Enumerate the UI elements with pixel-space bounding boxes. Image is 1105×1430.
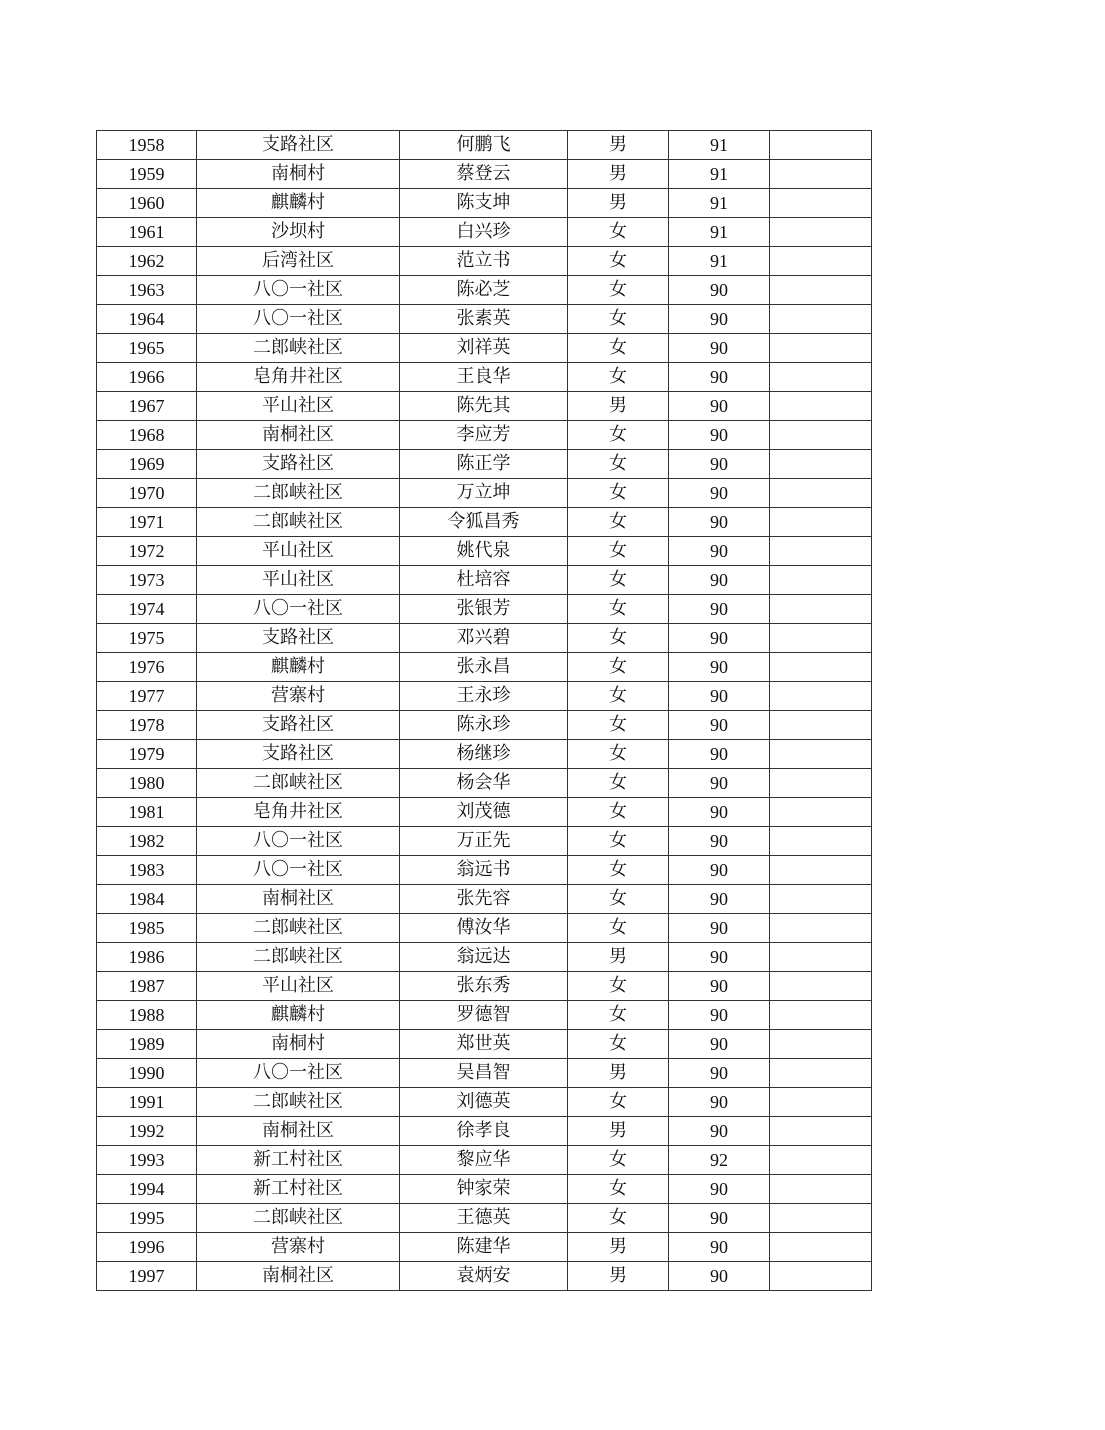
cell-serial-number: 1995 [97, 1204, 197, 1233]
cell-gender: 男 [568, 943, 669, 972]
cell-note [770, 392, 872, 421]
table-row [97, 798, 872, 827]
cell-age: 90 [669, 682, 770, 711]
cell-age: 90 [669, 334, 770, 363]
cell-name: 姚代泉 [400, 537, 568, 566]
cell-note [770, 653, 872, 682]
table-row [97, 1030, 872, 1059]
cell-gender: 女 [568, 740, 669, 769]
cell-age: 90 [669, 305, 770, 334]
cell-serial-number: 1963 [97, 276, 197, 305]
cell-note [770, 769, 872, 798]
table-row [97, 1117, 872, 1146]
cell-name: 陈永珍 [400, 711, 568, 740]
table-row [97, 1175, 872, 1204]
cell-age: 90 [669, 537, 770, 566]
cell-community: 二郎峡社区 [197, 769, 400, 798]
data-table [96, 130, 872, 1291]
cell-name: 万立坤 [400, 479, 568, 508]
cell-note [770, 1117, 872, 1146]
cell-serial-number: 1979 [97, 740, 197, 769]
cell-serial-number: 1968 [97, 421, 197, 450]
cell-age: 90 [669, 1233, 770, 1262]
cell-community: 麒麟村 [197, 653, 400, 682]
table-row [97, 450, 872, 479]
cell-gender: 男 [568, 1059, 669, 1088]
cell-serial-number: 1991 [97, 1088, 197, 1117]
cell-serial-number: 1981 [97, 798, 197, 827]
cell-age: 90 [669, 856, 770, 885]
table-row [97, 305, 872, 334]
cell-age: 90 [669, 508, 770, 537]
cell-gender: 女 [568, 305, 669, 334]
cell-community: 二郎峡社区 [197, 508, 400, 537]
cell-serial-number: 1993 [97, 1146, 197, 1175]
cell-gender: 男 [568, 189, 669, 218]
cell-name: 陈支坤 [400, 189, 568, 218]
cell-gender: 女 [568, 769, 669, 798]
cell-age: 90 [669, 943, 770, 972]
cell-age: 90 [669, 769, 770, 798]
cell-note [770, 1262, 872, 1291]
cell-gender: 女 [568, 247, 669, 276]
cell-gender: 女 [568, 276, 669, 305]
cell-age: 90 [669, 885, 770, 914]
cell-serial-number: 1983 [97, 856, 197, 885]
cell-community: 南桐村 [197, 160, 400, 189]
cell-name: 陈正学 [400, 450, 568, 479]
cell-community: 二郎峡社区 [197, 943, 400, 972]
cell-serial-number: 1971 [97, 508, 197, 537]
cell-gender: 女 [568, 1030, 669, 1059]
cell-community: 二郎峡社区 [197, 914, 400, 943]
cell-name: 徐孝良 [400, 1117, 568, 1146]
cell-age: 90 [669, 624, 770, 653]
cell-age: 90 [669, 1001, 770, 1030]
cell-gender: 女 [568, 914, 669, 943]
cell-community: 平山社区 [197, 392, 400, 421]
cell-gender: 女 [568, 1204, 669, 1233]
cell-name: 翁远书 [400, 856, 568, 885]
cell-community: 南桐社区 [197, 1117, 400, 1146]
cell-note [770, 1088, 872, 1117]
cell-name: 袁炳安 [400, 1262, 568, 1291]
cell-gender: 女 [568, 885, 669, 914]
cell-note [770, 276, 872, 305]
cell-community: 二郎峡社区 [197, 334, 400, 363]
cell-community: 八〇一社区 [197, 276, 400, 305]
cell-gender: 女 [568, 450, 669, 479]
cell-serial-number: 1958 [97, 131, 197, 160]
table-row [97, 740, 872, 769]
cell-community: 八〇一社区 [197, 827, 400, 856]
cell-community: 八〇一社区 [197, 1059, 400, 1088]
cell-gender: 男 [568, 131, 669, 160]
cell-note [770, 1030, 872, 1059]
cell-age: 91 [669, 131, 770, 160]
table-row [97, 508, 872, 537]
cell-community: 平山社区 [197, 537, 400, 566]
cell-serial-number: 1976 [97, 653, 197, 682]
cell-serial-number: 1975 [97, 624, 197, 653]
cell-note [770, 189, 872, 218]
cell-serial-number: 1961 [97, 218, 197, 247]
cell-gender: 女 [568, 595, 669, 624]
cell-note [770, 305, 872, 334]
cell-age: 90 [669, 914, 770, 943]
cell-note [770, 595, 872, 624]
table-row [97, 334, 872, 363]
cell-serial-number: 1959 [97, 160, 197, 189]
table-row [97, 1059, 872, 1088]
cell-community: 后湾社区 [197, 247, 400, 276]
cell-community: 皂角井社区 [197, 363, 400, 392]
cell-serial-number: 1964 [97, 305, 197, 334]
cell-serial-number: 1972 [97, 537, 197, 566]
cell-community: 二郎峡社区 [197, 479, 400, 508]
table-row [97, 566, 872, 595]
cell-name: 郑世英 [400, 1030, 568, 1059]
cell-name: 范立书 [400, 247, 568, 276]
cell-note [770, 247, 872, 276]
table-row [97, 131, 872, 160]
cell-note [770, 537, 872, 566]
table-row [97, 1001, 872, 1030]
table-row [97, 247, 872, 276]
cell-name: 蔡登云 [400, 160, 568, 189]
cell-age: 90 [669, 653, 770, 682]
table-row [97, 1262, 872, 1291]
cell-age: 90 [669, 421, 770, 450]
cell-name: 刘德英 [400, 1088, 568, 1117]
cell-note [770, 479, 872, 508]
cell-age: 90 [669, 1088, 770, 1117]
cell-gender: 女 [568, 1175, 669, 1204]
cell-gender: 男 [568, 1262, 669, 1291]
table-row [97, 595, 872, 624]
cell-serial-number: 1977 [97, 682, 197, 711]
cell-community: 营寨村 [197, 682, 400, 711]
table-row [97, 160, 872, 189]
cell-serial-number: 1997 [97, 1262, 197, 1291]
cell-note [770, 508, 872, 537]
cell-community: 新工村社区 [197, 1146, 400, 1175]
cell-age: 90 [669, 972, 770, 1001]
cell-serial-number: 1994 [97, 1175, 197, 1204]
cell-note [770, 450, 872, 479]
table-row [97, 856, 872, 885]
table-row [97, 624, 872, 653]
cell-serial-number: 1984 [97, 885, 197, 914]
cell-note [770, 1001, 872, 1030]
cell-gender: 女 [568, 1088, 669, 1117]
cell-name: 王良华 [400, 363, 568, 392]
cell-note [770, 624, 872, 653]
cell-name: 王永珍 [400, 682, 568, 711]
cell-gender: 女 [568, 653, 669, 682]
cell-name: 张银芳 [400, 595, 568, 624]
table-row [97, 827, 872, 856]
cell-serial-number: 1965 [97, 334, 197, 363]
cell-note [770, 334, 872, 363]
cell-note [770, 131, 872, 160]
cell-gender: 女 [568, 856, 669, 885]
cell-note [770, 363, 872, 392]
cell-serial-number: 1970 [97, 479, 197, 508]
cell-serial-number: 1980 [97, 769, 197, 798]
cell-community: 平山社区 [197, 972, 400, 1001]
cell-serial-number: 1987 [97, 972, 197, 1001]
cell-community: 支路社区 [197, 131, 400, 160]
cell-name: 何鹏飞 [400, 131, 568, 160]
table-row [97, 682, 872, 711]
cell-note [770, 218, 872, 247]
cell-name: 杜培容 [400, 566, 568, 595]
cell-note [770, 682, 872, 711]
cell-age: 92 [669, 1146, 770, 1175]
cell-gender: 女 [568, 218, 669, 247]
cell-community: 平山社区 [197, 566, 400, 595]
cell-community: 八〇一社区 [197, 856, 400, 885]
cell-age: 91 [669, 247, 770, 276]
cell-serial-number: 1988 [97, 1001, 197, 1030]
cell-name: 杨继珍 [400, 740, 568, 769]
table-row [97, 1233, 872, 1262]
cell-serial-number: 1973 [97, 566, 197, 595]
cell-name: 吴昌智 [400, 1059, 568, 1088]
table-row [97, 1088, 872, 1117]
cell-age: 90 [669, 392, 770, 421]
table-row [97, 537, 872, 566]
cell-serial-number: 1967 [97, 392, 197, 421]
cell-gender: 女 [568, 1001, 669, 1030]
cell-name: 罗德智 [400, 1001, 568, 1030]
cell-note [770, 885, 872, 914]
cell-community: 支路社区 [197, 450, 400, 479]
cell-gender: 女 [568, 537, 669, 566]
cell-gender: 男 [568, 1233, 669, 1262]
cell-gender: 女 [568, 624, 669, 653]
cell-gender: 女 [568, 798, 669, 827]
cell-note [770, 421, 872, 450]
cell-serial-number: 1960 [97, 189, 197, 218]
cell-name: 张先容 [400, 885, 568, 914]
table-row [97, 421, 872, 450]
cell-serial-number: 1992 [97, 1117, 197, 1146]
table-row [97, 972, 872, 1001]
cell-note [770, 711, 872, 740]
cell-name: 李应芳 [400, 421, 568, 450]
cell-serial-number: 1989 [97, 1030, 197, 1059]
table-row [97, 653, 872, 682]
table-row [97, 392, 872, 421]
cell-community: 二郎峡社区 [197, 1088, 400, 1117]
cell-age: 91 [669, 160, 770, 189]
cell-name: 王德英 [400, 1204, 568, 1233]
cell-community: 支路社区 [197, 740, 400, 769]
cell-age: 90 [669, 798, 770, 827]
cell-name: 邓兴碧 [400, 624, 568, 653]
cell-serial-number: 1978 [97, 711, 197, 740]
cell-name: 陈必芝 [400, 276, 568, 305]
cell-gender: 女 [568, 508, 669, 537]
cell-gender: 女 [568, 711, 669, 740]
cell-community: 营寨村 [197, 1233, 400, 1262]
cell-age: 90 [669, 595, 770, 624]
cell-note [770, 1233, 872, 1262]
cell-age: 90 [669, 1030, 770, 1059]
cell-age: 90 [669, 1262, 770, 1291]
cell-name: 刘茂德 [400, 798, 568, 827]
cell-note [770, 798, 872, 827]
cell-gender: 女 [568, 827, 669, 856]
cell-serial-number: 1996 [97, 1233, 197, 1262]
cell-age: 90 [669, 1175, 770, 1204]
cell-gender: 女 [568, 421, 669, 450]
cell-name: 陈建华 [400, 1233, 568, 1262]
cell-note [770, 914, 872, 943]
cell-note [770, 943, 872, 972]
cell-community: 八〇一社区 [197, 305, 400, 334]
cell-community: 南桐社区 [197, 421, 400, 450]
table-row [97, 479, 872, 508]
cell-gender: 女 [568, 363, 669, 392]
cell-name: 白兴珍 [400, 218, 568, 247]
cell-note [770, 1146, 872, 1175]
cell-name: 张永昌 [400, 653, 568, 682]
table-row [97, 914, 872, 943]
cell-serial-number: 1985 [97, 914, 197, 943]
cell-name: 张东秀 [400, 972, 568, 1001]
cell-note [770, 827, 872, 856]
cell-community: 南桐村 [197, 1030, 400, 1059]
cell-gender: 女 [568, 479, 669, 508]
cell-community: 南桐社区 [197, 1262, 400, 1291]
cell-age: 90 [669, 276, 770, 305]
cell-note [770, 1204, 872, 1233]
cell-age: 91 [669, 189, 770, 218]
table-row [97, 1204, 872, 1233]
cell-age: 91 [669, 218, 770, 247]
cell-age: 90 [669, 363, 770, 392]
cell-name: 陈先其 [400, 392, 568, 421]
cell-gender: 男 [568, 392, 669, 421]
table-row [97, 711, 872, 740]
cell-name: 钟家荣 [400, 1175, 568, 1204]
table-row [97, 218, 872, 247]
cell-serial-number: 1962 [97, 247, 197, 276]
cell-community: 沙坝村 [197, 218, 400, 247]
cell-gender: 女 [568, 334, 669, 363]
table-body [97, 131, 872, 1291]
cell-serial-number: 1986 [97, 943, 197, 972]
cell-note [770, 856, 872, 885]
table-row [97, 885, 872, 914]
table-row [97, 276, 872, 305]
cell-name: 翁远达 [400, 943, 568, 972]
cell-serial-number: 1966 [97, 363, 197, 392]
cell-name: 黎应华 [400, 1146, 568, 1175]
cell-age: 90 [669, 827, 770, 856]
cell-community: 麒麟村 [197, 1001, 400, 1030]
cell-age: 90 [669, 740, 770, 769]
table-row [97, 363, 872, 392]
cell-gender: 女 [568, 972, 669, 1001]
table-row [97, 943, 872, 972]
cell-community: 新工村社区 [197, 1175, 400, 1204]
cell-serial-number: 1974 [97, 595, 197, 624]
cell-age: 90 [669, 1204, 770, 1233]
table-row [97, 1146, 872, 1175]
table-row [97, 189, 872, 218]
cell-gender: 男 [568, 1117, 669, 1146]
cell-community: 八〇一社区 [197, 595, 400, 624]
cell-note [770, 740, 872, 769]
cell-age: 90 [669, 450, 770, 479]
cell-community: 南桐社区 [197, 885, 400, 914]
cell-community: 麒麟村 [197, 189, 400, 218]
cell-serial-number: 1990 [97, 1059, 197, 1088]
cell-age: 90 [669, 1059, 770, 1088]
cell-note [770, 1059, 872, 1088]
cell-name: 张素英 [400, 305, 568, 334]
cell-name: 傅汝华 [400, 914, 568, 943]
cell-note [770, 1175, 872, 1204]
cell-age: 90 [669, 711, 770, 740]
cell-serial-number: 1969 [97, 450, 197, 479]
cell-community: 二郎峡社区 [197, 1204, 400, 1233]
cell-note [770, 566, 872, 595]
cell-note [770, 972, 872, 1001]
cell-note [770, 160, 872, 189]
cell-gender: 女 [568, 682, 669, 711]
table-row [97, 769, 872, 798]
cell-name: 万正先 [400, 827, 568, 856]
cell-community: 支路社区 [197, 711, 400, 740]
cell-serial-number: 1982 [97, 827, 197, 856]
cell-community: 皂角井社区 [197, 798, 400, 827]
cell-age: 90 [669, 1117, 770, 1146]
cell-gender: 女 [568, 1146, 669, 1175]
cell-age: 90 [669, 479, 770, 508]
cell-name: 杨会华 [400, 769, 568, 798]
cell-gender: 男 [568, 160, 669, 189]
cell-age: 90 [669, 566, 770, 595]
cell-gender: 女 [568, 566, 669, 595]
cell-name: 刘祥英 [400, 334, 568, 363]
cell-name: 令狐昌秀 [400, 508, 568, 537]
cell-community: 支路社区 [197, 624, 400, 653]
